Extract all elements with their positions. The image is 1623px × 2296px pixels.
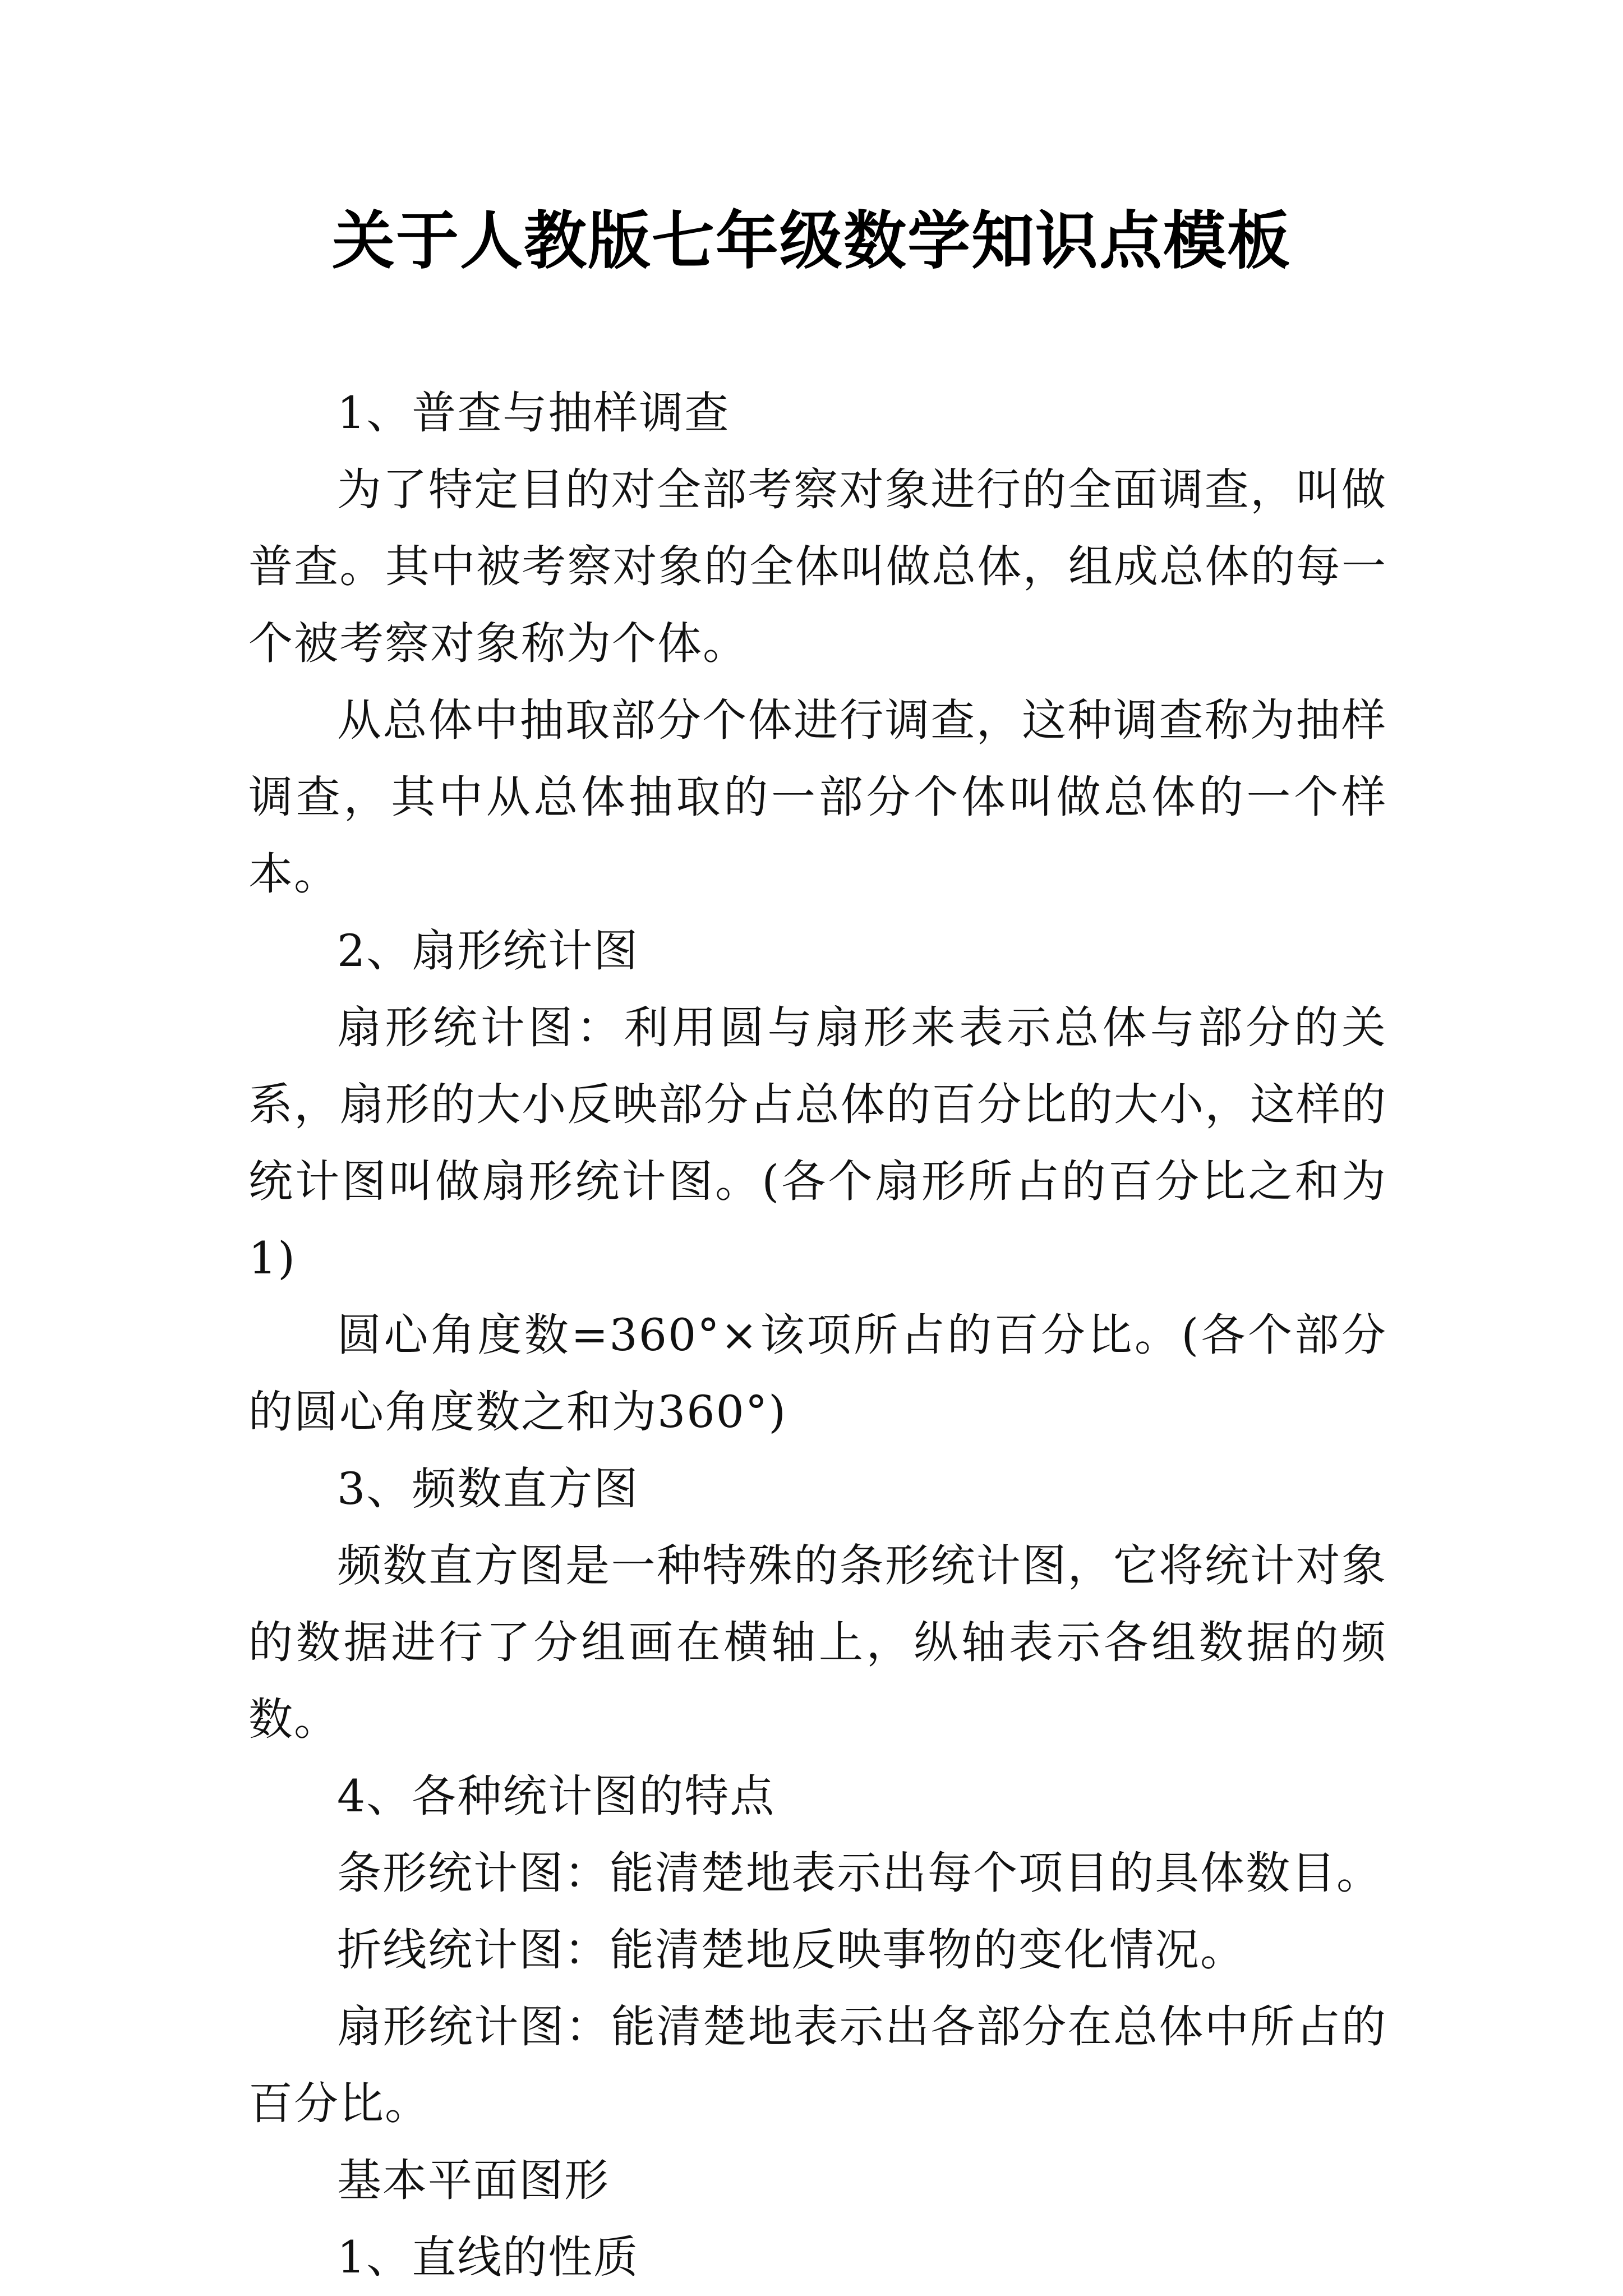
paragraph-pie-chart-definition: 扇形统计图：利用圆与扇形来表示总体与部分的关系，扇形的大小反映部分占总体的百分比的大小，这样的统计图叫做扇形统计图。(各个扇形所占的百分比之和为1) [248, 1002, 1387, 1284]
paragraph-pie-chart-feature: 扇形统计图：能清楚地表示出各部分在总体中所占的百分比。 [248, 2001, 1387, 2129]
section-heading-line-properties: 1、直线的性质 [337, 2231, 639, 2283]
paragraph-bar-chart-feature: 条形统计图：能清楚地表示出每个项目的具体数目。 [337, 1847, 1382, 1899]
document-body [248, 375, 1387, 2296]
paragraph-census-definition: 为了特定目的对全部考察对象进行的全面调查，叫做普查。其中被考察对象的全体叫做总体，组成总体的每一个被考察对象称为个体。 [248, 464, 1387, 669]
section-heading-chart-features: 4、各种统计图的特点 [337, 1770, 776, 1822]
section-heading-histogram: 3、频数直方图 [337, 1463, 639, 1515]
paragraph-central-angle: 圆心角度数=360°×该项所占的百分比。(各个部分的圆心角度数之和为360°) [248, 1309, 1387, 1438]
section-heading-basic-plane-figures: 基本平面图形 [337, 2155, 610, 2206]
section-heading-pie-chart: 2、扇形统计图 [337, 925, 639, 977]
paragraph-histogram-definition: 频数直方图是一种特殊的条形统计图，它将统计对象的数据进行了分组画在横轴上，纵轴表示各组数据的频数。 [248, 1540, 1387, 1745]
paragraph-line-chart-feature: 折线统计图：能清楚地反映事物的变化情况。 [337, 1924, 1246, 1976]
paragraph-sampling-definition: 从总体中抽取部分个体进行调查，这种调查称为抽样调查，其中从总体抽取的一部分个体叫做总体的一个样本。 [248, 694, 1387, 900]
section-heading-census: 1、普查与抽样调查 [337, 387, 730, 439]
document-title: 关于人教版七年级数学知识点模板 [332, 205, 1291, 278]
